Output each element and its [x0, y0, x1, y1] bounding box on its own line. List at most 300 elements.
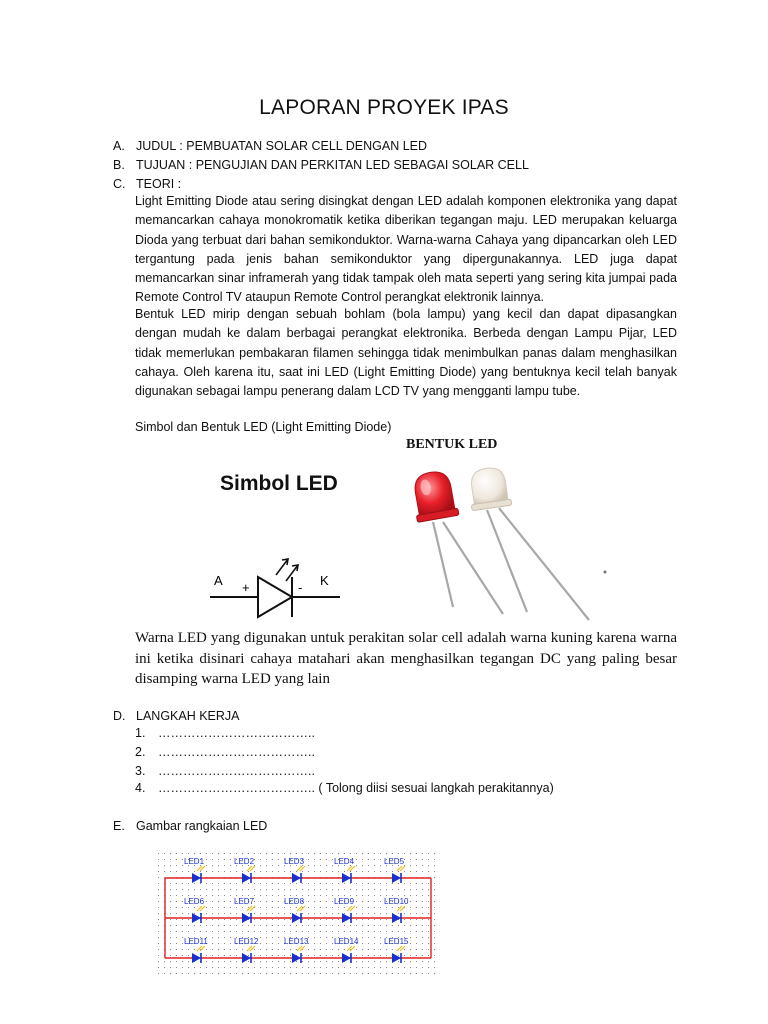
- grid-dot: [368, 931, 369, 932]
- anode-label: A: [214, 573, 223, 588]
- grid-dot: [308, 865, 309, 866]
- grid-dot: [230, 919, 231, 920]
- grid-dot: [368, 955, 369, 956]
- grid-dot: [368, 853, 369, 854]
- grid-dot: [296, 853, 297, 854]
- grid-dot: [194, 883, 195, 884]
- item-marker: B.: [113, 158, 125, 172]
- item-text: TEORI :: [136, 177, 182, 191]
- grid-dot: [332, 865, 333, 866]
- item-marker: E.: [113, 819, 125, 833]
- grid-dot: [188, 949, 189, 950]
- item-text: JUDUL : PEMBUATAN SOLAR CELL DENGAN LED: [136, 139, 428, 153]
- grid-dot: [272, 961, 273, 962]
- grid-dot: [224, 931, 225, 932]
- grid-dot: [236, 931, 237, 932]
- grid-dot: [320, 895, 321, 896]
- grid-dot: [260, 889, 261, 890]
- grid-dot: [368, 973, 369, 974]
- grid-dot: [254, 913, 255, 914]
- grid-dot: [356, 973, 357, 974]
- grid-dot: [290, 973, 291, 974]
- grid-dot: [362, 937, 363, 938]
- grid-dot: [416, 937, 417, 938]
- grid-dot: [236, 919, 237, 920]
- grid-dot: [170, 967, 171, 968]
- grid-dot: [302, 961, 303, 962]
- item-text: Gambar rangkaian LED: [136, 819, 268, 833]
- grid-dot: [158, 877, 159, 878]
- grid-dot: [194, 925, 195, 926]
- grid-dot: [176, 901, 177, 902]
- grid-dot: [266, 937, 267, 938]
- grid-dot: [368, 907, 369, 908]
- grid-dot: [356, 901, 357, 902]
- grid-dot: [422, 853, 423, 854]
- grid-dot: [176, 859, 177, 860]
- step-item: [135, 726, 315, 740]
- grid-dot: [410, 937, 411, 938]
- grid-dot: [194, 931, 195, 932]
- grid-dot: [320, 901, 321, 902]
- grid-dot: [332, 859, 333, 860]
- grid-dot: [416, 865, 417, 866]
- grid-dot: [170, 901, 171, 902]
- grid-dot: [266, 943, 267, 944]
- grid-dot: [266, 883, 267, 884]
- grid-dot: [254, 889, 255, 890]
- grid-dot: [260, 865, 261, 866]
- grid-dot: [422, 919, 423, 920]
- grid-dot: [212, 913, 213, 914]
- grid-dot: [386, 871, 387, 872]
- grid-dot: [266, 955, 267, 956]
- grid-dot: [314, 919, 315, 920]
- grid-dot: [290, 889, 291, 890]
- grid-dot: [314, 853, 315, 854]
- grid-dot: [236, 925, 237, 926]
- grid-dot: [236, 895, 237, 896]
- grid-dot: [242, 925, 243, 926]
- grid-dot: [374, 925, 375, 926]
- grid-dot: [278, 889, 279, 890]
- grid-dot: [374, 871, 375, 872]
- grid-dot: [218, 967, 219, 968]
- grid-dot: [260, 913, 261, 914]
- step-number: 1.: [135, 726, 146, 740]
- teori-paragraph-1: Light Emitting Diode atau sering disingkat dengan LED adalah komponen elektronika yang dapat memancarkan cahaya monokromatik ketika diberikan tegangan maju. LED merupakan keluarga Dioda yang terbuat dari bahan semikonduktor. Warna-warna Cahaya yang dipancarkan oleh LED tergantung pada jenis bahan semikonduktor yang dipergunakannya. LED juga dapat memancarkan sinar inframerah yang tidak tampak oleh mata seperti yang sering kita jumpai pada Remote Control TV ataupun Remote Control perangkat elektronik lainnya.: [135, 194, 677, 305]
- grid-dot: [212, 973, 213, 974]
- grid-dot: [368, 937, 369, 938]
- grid-dot: [230, 853, 231, 854]
- grid-dot: [344, 895, 345, 896]
- grid-dot: [380, 967, 381, 968]
- grid-dot: [428, 901, 429, 902]
- grid-dot: [200, 973, 201, 974]
- grid-dot: [158, 967, 159, 968]
- grid-dot: [314, 973, 315, 974]
- grid-dot: [422, 871, 423, 872]
- grid-dot: [290, 913, 291, 914]
- grid-dot: [332, 919, 333, 920]
- grid-dot: [224, 967, 225, 968]
- grid-dot: [170, 865, 171, 866]
- grid-dot: [290, 871, 291, 872]
- grid-dot: [404, 931, 405, 932]
- grid-dot: [296, 949, 297, 950]
- grid-dot: [176, 949, 177, 950]
- grid-dot: [362, 895, 363, 896]
- grid-dot: [338, 889, 339, 890]
- grid-dot: [326, 973, 327, 974]
- grid-dot: [302, 919, 303, 920]
- grid-dot: [404, 967, 405, 968]
- grid-dot: [242, 853, 243, 854]
- grid-dot: [170, 919, 171, 920]
- grid-dot: [272, 973, 273, 974]
- grid-dot: [224, 913, 225, 914]
- grid-dot: [422, 895, 423, 896]
- grid-dot: [302, 895, 303, 896]
- led-label: LED6: [184, 897, 205, 906]
- grid-dot: [158, 913, 159, 914]
- grid-dot: [212, 853, 213, 854]
- grid-dot: [410, 859, 411, 860]
- grid-dot: [392, 895, 393, 896]
- grid-dot: [326, 931, 327, 932]
- grid-dot: [224, 865, 225, 866]
- grid-dot: [386, 949, 387, 950]
- grid-dot: [422, 859, 423, 860]
- grid-dot: [380, 955, 381, 956]
- grid-dot: [230, 889, 231, 890]
- grid-dot: [230, 931, 231, 932]
- grid-dot: [308, 871, 309, 872]
- step-number: 2.: [135, 745, 146, 759]
- grid-dot: [170, 937, 171, 938]
- grid-dot: [182, 865, 183, 866]
- led-diode: [292, 873, 301, 883]
- grid-dot: [194, 913, 195, 914]
- grid-dot: [176, 943, 177, 944]
- grid-dot: [404, 859, 405, 860]
- grid-dot: [386, 895, 387, 896]
- grid-dot: [182, 925, 183, 926]
- item-gambar-rangkaian: [113, 817, 267, 835]
- grid-dot: [320, 943, 321, 944]
- grid-dot: [380, 871, 381, 872]
- grid-dot: [308, 973, 309, 974]
- grid-dot: [344, 949, 345, 950]
- grid-dot: [218, 895, 219, 896]
- grid-dot: [278, 943, 279, 944]
- grid-dot: [380, 865, 381, 866]
- grid-dot: [302, 955, 303, 956]
- grid-dot: [212, 937, 213, 938]
- grid-dot: [284, 925, 285, 926]
- grid-dot: [416, 919, 417, 920]
- grid-dot: [362, 961, 363, 962]
- grid-dot: [302, 889, 303, 890]
- grid-dot: [170, 895, 171, 896]
- grid-dot: [212, 943, 213, 944]
- grid-dot: [284, 967, 285, 968]
- grid-dot: [380, 853, 381, 854]
- grid-dot: [272, 955, 273, 956]
- grid-dot: [158, 883, 159, 884]
- grid-dot: [374, 937, 375, 938]
- grid-dot: [416, 931, 417, 932]
- grid-dot: [224, 853, 225, 854]
- item-langkah-kerja: [113, 707, 240, 725]
- grid-dot: [428, 925, 429, 926]
- grid-dot: [380, 925, 381, 926]
- grid-dot: [284, 913, 285, 914]
- led-label: LED14: [334, 937, 359, 946]
- grid-dot: [266, 907, 267, 908]
- grid-dot: [260, 901, 261, 902]
- grid-dot: [362, 931, 363, 932]
- grid-dot: [260, 859, 261, 860]
- grid-dot: [206, 871, 207, 872]
- grid-dot: [206, 955, 207, 956]
- grid-dot: [170, 943, 171, 944]
- grid-dot: [428, 883, 429, 884]
- grid-dot: [308, 919, 309, 920]
- grid-dot: [158, 859, 159, 860]
- grid-dot: [380, 973, 381, 974]
- grid-dot: [356, 919, 357, 920]
- grid-dot: [344, 853, 345, 854]
- item-teori: [113, 175, 181, 193]
- grid-dot: [254, 883, 255, 884]
- grid-dot: [326, 889, 327, 890]
- grid-dot: [230, 961, 231, 962]
- grid-dot: [206, 961, 207, 962]
- grid-dot: [296, 871, 297, 872]
- grid-dot: [332, 925, 333, 926]
- grid-dot: [392, 931, 393, 932]
- grid-dot: [206, 859, 207, 860]
- grid-dot: [398, 961, 399, 962]
- grid-dot: [320, 949, 321, 950]
- grid-dot: [218, 925, 219, 926]
- grid-dot: [392, 853, 393, 854]
- led-diode: [342, 953, 351, 963]
- grid-dot: [260, 949, 261, 950]
- grid-dot: [326, 949, 327, 950]
- grid-dot: [170, 949, 171, 950]
- grid-dot: [326, 853, 327, 854]
- grid-dot: [224, 937, 225, 938]
- grid-dot: [230, 943, 231, 944]
- grid-dot: [314, 865, 315, 866]
- grid-dot: [296, 913, 297, 914]
- warna-paragraph: Warna LED yang digunakan untuk perakitan solar cell adalah warna kuning karena warna ini ketika disinari cahaya matahari akan menghasilkan tegangan DC yang paling besar disamping warna LED yang lain: [135, 630, 677, 687]
- led-label: LED10: [384, 897, 409, 906]
- grid-dot: [254, 853, 255, 854]
- grid-dot: [260, 853, 261, 854]
- led-symbol-diagram: [200, 545, 350, 625]
- minus-label: -: [298, 580, 303, 595]
- grid-dot: [332, 883, 333, 884]
- grid-dot: [272, 853, 273, 854]
- grid-dot: [212, 883, 213, 884]
- grid-dot: [416, 859, 417, 860]
- grid-dot: [356, 967, 357, 968]
- grid-dot: [386, 889, 387, 890]
- grid-dot: [218, 871, 219, 872]
- grid-dot: [272, 931, 273, 932]
- grid-dot: [386, 883, 387, 884]
- grid-dot: [278, 883, 279, 884]
- grid-dot: [374, 895, 375, 896]
- grid-dot: [218, 919, 219, 920]
- grid-dot: [230, 973, 231, 974]
- led-diode: [192, 953, 201, 963]
- grid-dot: [338, 913, 339, 914]
- grid-dot: [230, 907, 231, 908]
- grid-dot: [158, 949, 159, 950]
- grid-dot: [356, 925, 357, 926]
- grid-dot: [308, 949, 309, 950]
- grid-dot: [200, 931, 201, 932]
- grid-dot: [344, 913, 345, 914]
- grid-dot: [176, 925, 177, 926]
- grid-dot: [218, 907, 219, 908]
- grid-dot: [206, 973, 207, 974]
- grid-dot: [158, 919, 159, 920]
- grid-dot: [218, 901, 219, 902]
- grid-dot: [386, 919, 387, 920]
- grid-dot: [362, 913, 363, 914]
- grid-dot: [224, 919, 225, 920]
- grid-dot: [254, 931, 255, 932]
- grid-dot: [290, 949, 291, 950]
- grid-dot: [362, 865, 363, 866]
- grid-dot: [242, 973, 243, 974]
- grid-dot: [230, 949, 231, 950]
- grid-dot: [332, 907, 333, 908]
- grid-dot: [272, 871, 273, 872]
- grid-dot: [272, 907, 273, 908]
- grid-dot: [290, 961, 291, 962]
- grid-dot: [176, 865, 177, 866]
- grid-dot: [206, 883, 207, 884]
- led-label: LED3: [284, 857, 305, 866]
- grid-dot: [428, 937, 429, 938]
- grid-dot: [176, 967, 177, 968]
- step-text: ……………………………….. ( Tolong diisi sesuai langkah perakitannya): [158, 781, 554, 795]
- grid-dot: [260, 961, 261, 962]
- grid-dot: [374, 943, 375, 944]
- grid-dot: [320, 865, 321, 866]
- grid-dot: [188, 889, 189, 890]
- page-title: LAPORAN PROYEK IPAS: [259, 96, 509, 119]
- grid-dot: [164, 853, 165, 854]
- grid-dot: [278, 961, 279, 962]
- grid-dot: [242, 967, 243, 968]
- grid-dot: [248, 913, 249, 914]
- grid-dot: [260, 919, 261, 920]
- grid-dot: [248, 895, 249, 896]
- grid-dot: [212, 871, 213, 872]
- grid-dot: [176, 883, 177, 884]
- grid-dot: [356, 961, 357, 962]
- grid-dot: [266, 889, 267, 890]
- grid-dot: [218, 961, 219, 962]
- led-diode: [192, 873, 201, 883]
- grid-dot: [416, 961, 417, 962]
- led-circuit-diagram: [155, 850, 437, 976]
- grid-dot: [230, 883, 231, 884]
- grid-dot: [386, 931, 387, 932]
- bentuk-led-title: BENTUK LED: [406, 437, 498, 452]
- grid-dot: [284, 883, 285, 884]
- step-text: ………………………………..: [158, 745, 315, 759]
- grid-dot: [332, 967, 333, 968]
- grid-dot: [362, 853, 363, 854]
- grid-dot: [404, 889, 405, 890]
- grid-dot: [260, 937, 261, 938]
- grid-dot: [230, 913, 231, 914]
- grid-dot: [332, 895, 333, 896]
- grid-dot: [398, 889, 399, 890]
- grid-dot: [290, 895, 291, 896]
- led-photo: [395, 462, 615, 627]
- grid-dot: [422, 943, 423, 944]
- grid-dot: [428, 913, 429, 914]
- grid-dot: [266, 973, 267, 974]
- grid-dot: [272, 901, 273, 902]
- grid-dot: [410, 967, 411, 968]
- grid-dot: [374, 853, 375, 854]
- grid-dot: [194, 949, 195, 950]
- grid-dot: [164, 961, 165, 962]
- grid-dot: [422, 913, 423, 914]
- grid-dot: [332, 961, 333, 962]
- grid-dot: [332, 955, 333, 956]
- grid-dot: [332, 943, 333, 944]
- grid-dot: [410, 931, 411, 932]
- grid-dot: [224, 943, 225, 944]
- grid-dot: [326, 871, 327, 872]
- grid-dot: [380, 919, 381, 920]
- grid-dot: [308, 967, 309, 968]
- grid-dot: [206, 925, 207, 926]
- grid-dot: [404, 883, 405, 884]
- led-label: LED8: [284, 897, 305, 906]
- grid-dot: [362, 967, 363, 968]
- grid-dot: [434, 901, 435, 902]
- grid-dot: [278, 895, 279, 896]
- grid-dot: [434, 883, 435, 884]
- grid-dot: [380, 907, 381, 908]
- grid-dot: [422, 865, 423, 866]
- grid-dot: [362, 871, 363, 872]
- grid-dot: [272, 949, 273, 950]
- grid-dot: [290, 919, 291, 920]
- led-label: LED5: [384, 857, 405, 866]
- grid-dot: [278, 949, 279, 950]
- led-diode: [392, 953, 401, 963]
- grid-dot: [416, 943, 417, 944]
- grid-dot: [308, 895, 309, 896]
- grid-dot: [314, 901, 315, 902]
- grid-dot: [398, 871, 399, 872]
- grid-dot: [182, 967, 183, 968]
- grid-dot: [272, 925, 273, 926]
